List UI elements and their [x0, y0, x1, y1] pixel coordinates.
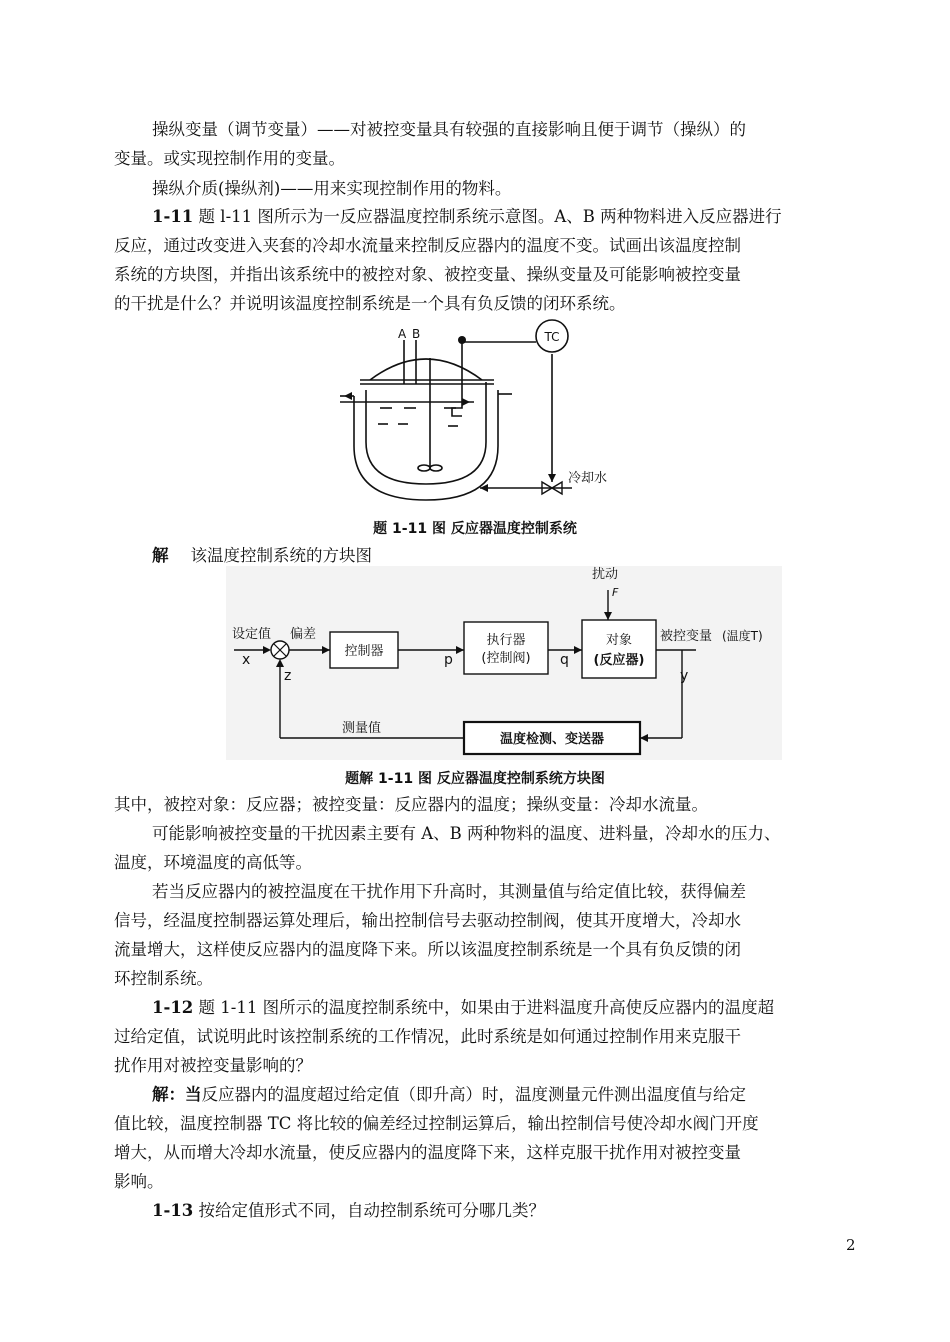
actuator-sublabel: (控制阀) [481, 651, 531, 666]
text-line: 过给定值，试说明此时该控制系统的工作情况，此时系统是如何通过控制作用来克服干 [114, 1027, 741, 1046]
text-line: 变量。或实现控制作用的变量。 [114, 149, 345, 168]
flow-arrow-icon [462, 398, 470, 406]
figure-caption: 题解 1-11 图 反应器温度控制系统方块图 [345, 771, 605, 787]
solution-header [152, 548, 372, 565]
question-1-13 [152, 1203, 545, 1220]
question-text: 题 l-11 图所示为一反应器温度控制系统示意图。A、B 两种物料进入反应器进行 [193, 207, 782, 226]
object-sublabel: (反应器) [593, 653, 645, 668]
question-1-12 [152, 1000, 774, 1017]
sensor-label: 温度检测、变送器 [499, 732, 605, 747]
text-line: 环控制系统。 [114, 969, 213, 988]
text-line: 值比较，温度控制器 TC 将比较的偏差经过控制运算后，输出控制信号使冷却水阀门开度 [114, 1114, 759, 1133]
disturbance-label: 扰动 [592, 567, 619, 582]
x-label: x [242, 652, 251, 668]
actuator-block [464, 622, 548, 674]
solution-text: 反应器内的温度超过给定值（即升高）时，温度测量元件测出温度值与给定 [201, 1085, 746, 1104]
z-label: z [284, 668, 292, 684]
controlled-var-label: 被控变量 [660, 629, 713, 644]
label-a: A [398, 327, 407, 341]
text-line: 流量增大，这样使反应器内的温度降下来。所以该温度控制系统是一个具有负反馈的闭 [114, 940, 741, 959]
solution-1-12 [152, 1087, 746, 1104]
text-line: 其中，被控对象：反应器；被控变量：反应器内的温度；操纵变量：冷却水流量。 [114, 795, 708, 814]
question-text: 题 1-11 图所示的温度控制系统中，如果由于进料温度升高使反应器内的温度超 [193, 998, 775, 1017]
text-line: 系统的方块图，并指出该系统中的被控对象、被控变量、操纵变量及可能影响被控变量 [114, 265, 741, 284]
reactor-lid [370, 359, 482, 380]
text-line: 增大，从而增大冷却水流量，使反应器内的温度降下来，这样克服干扰作用对被控变量 [114, 1143, 741, 1162]
temp-label: (温度T) [722, 629, 763, 643]
reactor-vessel [366, 382, 486, 484]
text-line: 影响。 [114, 1172, 164, 1191]
p-label: p [444, 652, 453, 668]
question-number: 1-12 [152, 998, 194, 1017]
label-b: B [412, 327, 421, 341]
reactor-schematic [340, 318, 640, 510]
disturbance-symbol: F [612, 586, 619, 599]
controller-label: 控制器 [344, 644, 384, 659]
flow-arrow-icon [344, 392, 352, 400]
solution-label: 解 [152, 546, 169, 565]
page-number: 2 [846, 1236, 856, 1254]
question-number: 1-11 [152, 207, 194, 226]
text-line: 的干扰是什么？并说明该温度控制系统是一个具有负反馈的闭环系统。 [114, 294, 626, 313]
text-line: 可能影响被控变量的干扰因素主要有 A、B 两种物料的温度、进料量，冷却水的压力、 [152, 824, 781, 843]
text-line: 若当反应器内的被控温度在干扰作用下升高时，其测量值与给定值比较，获得偏差 [152, 882, 746, 901]
question-1-11 [152, 209, 782, 226]
figure-caption: 题 1-11 图 反应器温度控制系统 [373, 521, 577, 537]
deviation-label: 偏差 [290, 627, 317, 642]
text-line: 信号，经温度控制器运算处理后，输出控制信号去驱动控制阀，使其开度增大，冷却水 [114, 911, 741, 930]
text-line: 温度，环境温度的高低等。 [114, 853, 312, 872]
q-label: q [560, 652, 569, 668]
tc-label: TC [544, 330, 560, 344]
text-line: 操纵介质(操纵剂)——用来实现控制作用的物料。 [152, 179, 512, 198]
question-text: 按给定值形式不同，自动控制系统可分哪几类？ [193, 1201, 546, 1220]
cooling-water-label: 冷却水 [568, 471, 608, 486]
y-label: y [680, 668, 689, 684]
arrow-down-icon [548, 474, 556, 482]
question-number: 1-13 [152, 1201, 194, 1220]
text-line: 操纵变量（调节变量）——对被控变量具有较强的直接影响且便于调节（操纵）的 [152, 120, 746, 139]
solution-label: 解：当 [152, 1085, 202, 1104]
object-block [582, 620, 656, 678]
actuator-label: 执行器 [486, 633, 526, 648]
setpoint-label: 设定值 [232, 627, 272, 642]
probe-node [458, 336, 466, 344]
block-diagram [226, 566, 782, 760]
text-line: 扰作用对被控变量影响的？ [114, 1056, 312, 1075]
measured-label: 测量值 [342, 721, 382, 736]
text-line: 反应，通过改变进入夹套的冷却水流量来控制反应器内的温度不变。试画出该温度控制 [114, 236, 741, 255]
object-label: 对象 [605, 633, 633, 648]
solution-text: 该温度控制系统的方块图 [190, 546, 372, 565]
thermowell [452, 342, 462, 416]
